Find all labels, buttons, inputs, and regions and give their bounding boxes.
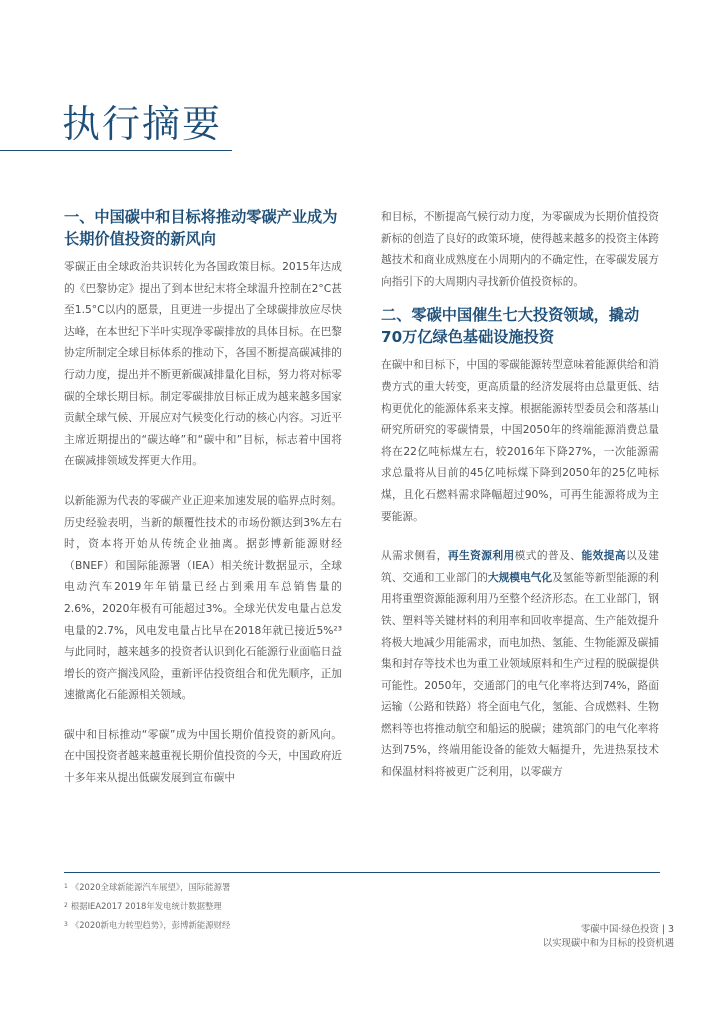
left-paragraph-2: 以新能源为代表的零碳产业正迎来加速发展的临界点时刻。历史经验表明，当新的颠覆性技术的市场份额达到3%左右时，资本将开始从传统企业抽离。据彭博新能源财经（BNEF）和国际能源署（IEA）相关统计数据显示，全球电动汽车2019年年销量已经占到乘用车总销售量的2.6%，2020年极有可能超过3%。全球光伏发电量占总发电量的2.7%，风电发电量占比早在2018年就已接近5%²³与此同时，越来越多的投资者认识到化石能源行业面临日益增长的资产搁浅风险，重新评估投资组合和优先顺序，正加速撤离化石能源相关领域。 [64,493,342,702]
right-column [381,206,659,783]
section-heading-1: 一、中国碳中和目标将推动零碳产业成为长期价值投资的新风向 [64,208,338,248]
footer-subtitle: 以实现碳中和为目标的投资机遇 [542,938,674,949]
highlight-recycling: 再生资源利用 [447,549,515,563]
text-run: 模式的普及、 [514,549,582,563]
left-paragraph-3: 碳中和目标推动“零碳”成为中国长期价值投资的新风向。在中国投资者越来越重视长期价值投资的今天，中国政府近十多年来从提出低碳发展到宣布碳中 [64,727,342,785]
right-paragraph-3 [381,545,659,783]
section-heading-2: 二、零碳中国催生七大投资领域，撬动70万亿绿色基础设施投资 [381,306,640,347]
footer-title-page-number: 零碳中国·绿色投资 | 3 [580,924,674,935]
highlight-efficiency: 能效提高 [581,549,626,563]
left-column [64,206,342,789]
text-run: 从需求侧看， [381,549,448,563]
footnote-divider [64,872,660,873]
highlight-electrification: 大规模电气化 [487,570,553,584]
text-run: 以及建筑、交通和工业部门的 [381,549,659,584]
right-paragraph-2: 在碳中和目标下，中国的零碳能源转型意味着能源供给和消费方式的重大转变，更高质量的经济发展将由总量更低、结构更优化的能源体系来支撑。根据能源转型委员会和落基山研究所研究的零碳情景，中国2050年的终端能源消费总量将在22亿吨标煤左右，较2016年下降27%，一次能源需求总量将从目前的45亿吨标煤下降到2050年的25亿吨标煤，且化石燃料需求降幅超过90%，可再生能源将成为主要能源。 [381,358,659,523]
text-run: 及氢能等新型能源的利用将重塑资源能源利用乃至整个经济形态。在工业部门，钢铁、塑料等关键材料的利用率和回收率提高、生产能效提升将极大地减少用能需求，而电加热、氢能、生物能源及碳捕集和封存等技术也为重工业领域原料和生产过程的脱碳提供可能性。2050年，交通部门的电气化率将达到74%，路面运输（公路和铁路）将全面电气化，氢能、合成燃料、生物燃料等也将推动航空和船运的脱碳；建筑部门的电气化率将达到75%，终端用能设备的能效大幅提升，先进热泵技术和保温材料将被更广泛利用，以零碳方 [381,570,659,779]
left-paragraph-1: 零碳正由全球政治共识转化为各国政策目标。2015年达成的《巴黎协定》提出了到本世纪末将全球温升控制在2°C甚至1.5°C以内的愿景，且更进一步提出了全球碳排放应尽快达峰，在本世纪下半叶实现净零碳排放的具体目标。在巴黎协定所制定全球目标体系的推动下，各国不断提高碳减排的行动力度，提出并不断更新碳减排量化目标，努力将对标零碳的全球长期目标。制定零碳排放目标正成为越来越多国家贡献全球气候、开展应对气候变化行动的核心内容。习近平主席近期提出的“碳达峰”和“碳中和”目标，标志着中国将在碳减排领域发挥更大作用。 [64,260,342,468]
footnote-2: $^2$ 根据IEA2017 2018年发电统计数据整理 [64,901,222,911]
right-paragraph-1: 和目标，不断提高气候行动力度，为零碳成为长期价值投资新标的创造了良好的政策环境，使得越来越多的投资主体跨越技术和商业成熟度在小周期内的不确定性，在零碳发展方向指引下的大周期内寻找新价值投资标的。 [381,210,659,288]
footnote-3: $^3$ 《2020新电力转型趋势》，彭博新能源财经 [64,920,231,930]
footnotes [64,879,464,936]
footnote-1: $^1$ 《2020全球新能源汽车展望》，国际能源署 [64,882,231,892]
page-title: 执行摘要 [62,102,223,146]
page-footer [543,923,674,951]
title-underline [0,150,232,151]
